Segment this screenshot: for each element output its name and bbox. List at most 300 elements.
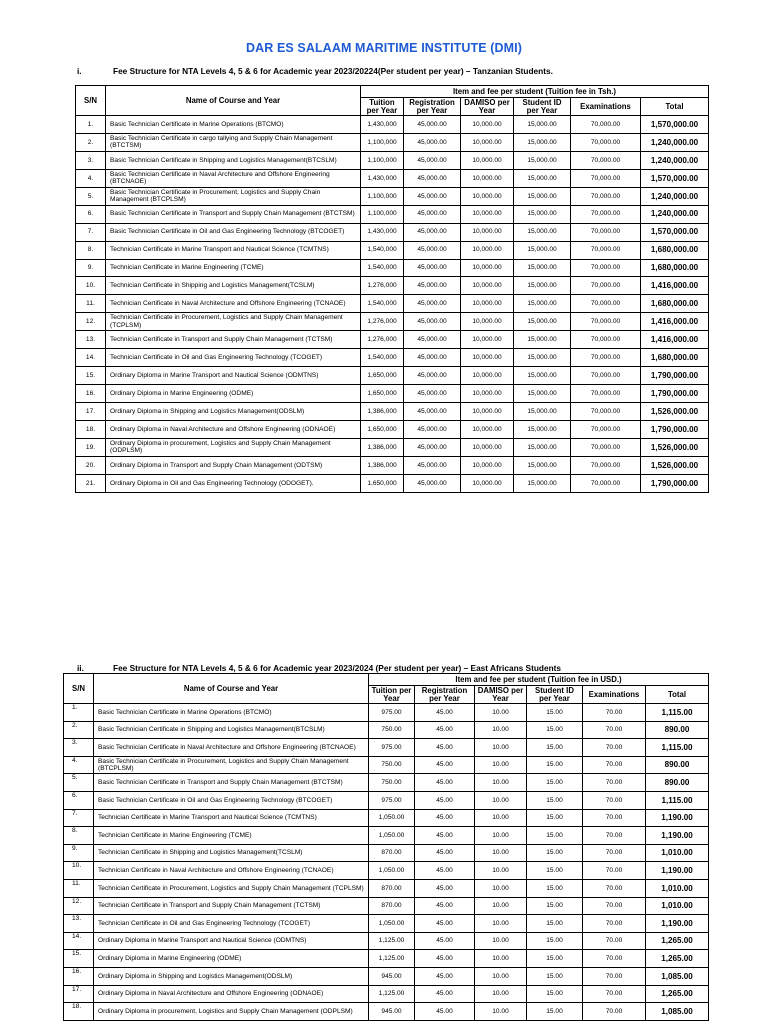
row-sn: 4.	[64, 756, 94, 774]
course-name: Ordinary Diploma in Naval Architecture and Offshore Engineering (ODNAOE)	[106, 420, 361, 438]
registration-fee: 45.00	[415, 879, 475, 897]
damiso-fee: 10,000.00	[461, 205, 514, 223]
table-row	[64, 862, 709, 880]
damiso-fee: 10.00	[475, 721, 527, 739]
total-fee: 1,190.00	[646, 862, 709, 880]
tuition-fee: 975.00	[369, 791, 415, 809]
col-name-header: Name of Course and Year	[106, 86, 361, 116]
total-fee: 1,790,000.00	[641, 385, 709, 403]
examinations-fee: 70.00	[583, 721, 646, 739]
total-fee: 1,680,000.00	[641, 349, 709, 367]
total-fee: 1,680,000.00	[641, 295, 709, 313]
total-fee: 1,085.00	[646, 1003, 709, 1021]
examinations-fee: 70,000.00	[571, 277, 641, 295]
examinations-fee: 70,000.00	[571, 331, 641, 349]
tuition-fee: 1,276,000	[361, 277, 404, 295]
course-name: Basic Technician Certificate in Transport and Supply Chain Management (BTCTSM)	[106, 205, 361, 223]
table-row	[64, 791, 709, 809]
course-name: Ordinary Diploma in Marine Engineering (ODME)	[94, 950, 369, 968]
registration-fee: 45.00	[415, 774, 475, 792]
course-name: Ordinary Diploma in Marine Transport and Nautical Science (ODMTNS)	[106, 367, 361, 385]
student-id-fee: 15,000.00	[514, 187, 571, 205]
registration-fee: 45,000.00	[404, 420, 461, 438]
row-sn: 11.	[64, 879, 94, 897]
student-id-fee: 15,000.00	[514, 403, 571, 421]
registration-fee: 45.00	[415, 791, 475, 809]
row-sn: 12.	[76, 313, 106, 331]
total-fee: 1,526,000.00	[641, 403, 709, 421]
student-id-fee: 15,000.00	[514, 385, 571, 403]
student-id-fee: 15,000.00	[514, 133, 571, 151]
student-id-fee: 15,000.00	[514, 205, 571, 223]
row-sn: 6.	[64, 791, 94, 809]
tuition-fee: 945.00	[369, 967, 415, 985]
course-name: Ordinary Diploma in Transport and Supply Chain Management (ODTSM)	[106, 456, 361, 474]
course-name: Technician Certificate in Marine Engineering (TCME)	[94, 827, 369, 845]
total-fee: 1,416,000.00	[641, 313, 709, 331]
table-row	[64, 897, 709, 915]
total-fee: 1,416,000.00	[641, 277, 709, 295]
row-sn: 13.	[64, 915, 94, 933]
examinations-fee: 70,000.00	[571, 169, 641, 187]
course-name: Basic Technician Certificate in Procurement, Logistics and Supply Chain Management (BTCPLSM)	[94, 756, 369, 774]
damiso-fee: 10,000.00	[461, 313, 514, 331]
student-id-fee: 15.00	[527, 932, 583, 950]
course-name: Technician Certificate in Transport and Supply Chain Management (TCTSM)	[106, 331, 361, 349]
registration-fee: 45.00	[415, 950, 475, 968]
course-name: Technician Certificate in Oil and Gas Engineering Technology (TCOGET)	[106, 349, 361, 367]
student-id-fee: 15,000.00	[514, 349, 571, 367]
col-damiso-header: DAMISO per Year	[461, 98, 514, 116]
fee-table-tanzanian	[75, 85, 709, 493]
student-id-fee: 15,000.00	[514, 259, 571, 277]
table-row	[76, 187, 709, 205]
tuition-fee: 945.00	[369, 1003, 415, 1021]
registration-fee: 45,000.00	[404, 349, 461, 367]
row-sn: 9.	[76, 259, 106, 277]
damiso-fee: 10,000.00	[461, 403, 514, 421]
damiso-fee: 10,000.00	[461, 223, 514, 241]
row-sn: 1.	[64, 704, 94, 722]
tuition-fee: 1,430,000	[361, 169, 404, 187]
registration-fee: 45.00	[415, 809, 475, 827]
damiso-fee: 10.00	[475, 809, 527, 827]
course-name: Basic Technician Certificate in Procurement, Logistics and Supply Chain Management (BTCPLSM)	[106, 187, 361, 205]
col-damiso-header: DAMISO per Year	[475, 686, 527, 704]
col-tuition-header: Tuition per Year	[369, 686, 415, 704]
total-fee: 1,085.00	[646, 967, 709, 985]
table-row	[64, 915, 709, 933]
tuition-fee: 750.00	[369, 756, 415, 774]
registration-fee: 45.00	[415, 915, 475, 933]
registration-fee: 45.00	[415, 862, 475, 880]
table-row	[76, 385, 709, 403]
registration-fee: 45,000.00	[404, 223, 461, 241]
damiso-fee: 10.00	[475, 827, 527, 845]
registration-fee: 45.00	[415, 844, 475, 862]
student-id-fee: 15,000.00	[514, 420, 571, 438]
student-id-fee: 15,000.00	[514, 277, 571, 295]
course-name: Technician Certificate in Procurement, Logistics and Supply Chain Management (TCPLSM)	[94, 879, 369, 897]
table-row	[76, 367, 709, 385]
table-row	[64, 985, 709, 1003]
examinations-fee: 70.00	[583, 791, 646, 809]
course-name: Technician Certificate in Oil and Gas Engineering Technology (TCOGET)	[94, 915, 369, 933]
registration-fee: 45.00	[415, 1003, 475, 1021]
damiso-fee: 10,000.00	[461, 420, 514, 438]
examinations-fee: 70,000.00	[571, 438, 641, 456]
course-name: Basic Technician Certificate in Oil and Gas Engineering Technology (BTCOGET)	[106, 223, 361, 241]
table-row	[76, 277, 709, 295]
row-sn: 14.	[64, 932, 94, 950]
examinations-fee: 70.00	[583, 967, 646, 985]
student-id-fee: 15.00	[527, 827, 583, 845]
tuition-fee: 1,430,000	[361, 223, 404, 241]
damiso-fee: 10.00	[475, 967, 527, 985]
total-fee: 1,790,000.00	[641, 367, 709, 385]
examinations-fee: 70,000.00	[571, 151, 641, 169]
examinations-fee: 70,000.00	[571, 403, 641, 421]
course-name: Basic Technician Certificate in Transport and Supply Chain Management (BTCTSM)	[94, 774, 369, 792]
tuition-fee: 1,125.00	[369, 932, 415, 950]
damiso-fee: 10,000.00	[461, 187, 514, 205]
tuition-fee: 975.00	[369, 739, 415, 757]
registration-fee: 45.00	[415, 739, 475, 757]
examinations-fee: 70,000.00	[571, 241, 641, 259]
tuition-fee: 1,540,000	[361, 241, 404, 259]
registration-fee: 45.00	[415, 967, 475, 985]
table-row	[64, 932, 709, 950]
damiso-fee: 10.00	[475, 897, 527, 915]
examinations-fee: 70,000.00	[571, 349, 641, 367]
row-sn: 18.	[64, 1003, 94, 1021]
registration-fee: 45,000.00	[404, 259, 461, 277]
row-sn: 7.	[76, 223, 106, 241]
examinations-fee: 70.00	[583, 915, 646, 933]
table-row	[76, 403, 709, 421]
registration-fee: 45,000.00	[404, 331, 461, 349]
section1-heading-text: Fee Structure for NTA Levels 4, 5 & 6 for Academic year 2023/20224(Per student per year) – Tanzanian Students.	[113, 66, 553, 76]
examinations-fee: 70.00	[583, 897, 646, 915]
registration-fee: 45,000.00	[404, 169, 461, 187]
row-sn: 21.	[76, 474, 106, 492]
total-fee: 1,570,000.00	[641, 169, 709, 187]
col-registration-header: Registration per Year	[404, 98, 461, 116]
row-sn: 20.	[76, 456, 106, 474]
student-id-fee: 15,000.00	[514, 474, 571, 492]
table-row	[64, 879, 709, 897]
student-id-fee: 15.00	[527, 739, 583, 757]
col-total-header: Total	[646, 686, 709, 704]
course-name: Technician Certificate in Transport and Supply Chain Management (TCTSM)	[94, 897, 369, 915]
registration-fee: 45.00	[415, 756, 475, 774]
registration-fee: 45.00	[415, 985, 475, 1003]
course-name: Ordinary Diploma in Naval Architecture and Offshore Engineering (ODNAOE)	[94, 985, 369, 1003]
tuition-fee: 1,386,000	[361, 438, 404, 456]
examinations-fee: 70.00	[583, 844, 646, 862]
course-name: Ordinary Diploma in Oil and Gas Engineering Technology (ODOGET).	[106, 474, 361, 492]
row-sn: 15.	[76, 367, 106, 385]
tuition-fee: 1,430,000	[361, 116, 404, 134]
tuition-fee: 750.00	[369, 774, 415, 792]
fee-table-east-african	[63, 673, 709, 1021]
course-name: Technician Certificate in Naval Architecture and Offshore Engineering (TCNAOE)	[94, 862, 369, 880]
col-total-header: Total	[641, 98, 709, 116]
table-row	[64, 774, 709, 792]
examinations-fee: 70,000.00	[571, 456, 641, 474]
course-name: Technician Certificate in Marine Transport and Nautical Science (TCMTNS)	[94, 809, 369, 827]
examinations-fee: 70,000.00	[571, 474, 641, 492]
table-row	[76, 349, 709, 367]
examinations-fee: 70,000.00	[571, 133, 641, 151]
row-sn: 14.	[76, 349, 106, 367]
col-student-id-header: Student ID per Year	[514, 98, 571, 116]
total-fee: 1,790,000.00	[641, 420, 709, 438]
row-sn: 8.	[64, 827, 94, 845]
damiso-fee: 10.00	[475, 774, 527, 792]
total-fee: 1,010.00	[646, 897, 709, 915]
tuition-fee: 1,050.00	[369, 827, 415, 845]
row-sn: 13.	[76, 331, 106, 349]
table-row	[76, 169, 709, 187]
table-row	[76, 241, 709, 259]
item-fee-header: Item and fee per student (Tuition fee in USD.)	[369, 674, 709, 686]
course-name: Ordinary Diploma in procurement, Logistics and Supply Chain Management (ODPLSM)	[106, 438, 361, 456]
damiso-fee: 10.00	[475, 1003, 527, 1021]
table-row	[64, 756, 709, 774]
table-row	[64, 827, 709, 845]
examinations-fee: 70.00	[583, 932, 646, 950]
student-id-fee: 15,000.00	[514, 367, 571, 385]
course-name: Basic Technician Certificate in cargo tallying and Supply Chain Management (BTCTSM)	[106, 133, 361, 151]
table-row	[76, 313, 709, 331]
registration-fee: 45,000.00	[404, 295, 461, 313]
row-sn: 3.	[64, 739, 94, 757]
row-sn: 10.	[76, 277, 106, 295]
tuition-fee: 1,050.00	[369, 862, 415, 880]
row-sn: 12.	[64, 897, 94, 915]
total-fee: 1,240,000.00	[641, 187, 709, 205]
tuition-fee: 1,540,000	[361, 349, 404, 367]
damiso-fee: 10,000.00	[461, 474, 514, 492]
student-id-fee: 15.00	[527, 844, 583, 862]
examinations-fee: 70.00	[583, 862, 646, 880]
col-registration-header: Registration per Year	[415, 686, 475, 704]
damiso-fee: 10,000.00	[461, 133, 514, 151]
table-row	[64, 1003, 709, 1021]
row-sn: 17.	[64, 985, 94, 1003]
course-name: Basic Technician Certificate in Shipping and Logistics Management(BTCSLM)	[106, 151, 361, 169]
student-id-fee: 15.00	[527, 704, 583, 722]
course-name: Technician Certificate in Marine Transport and Nautical Science (TCMTNS)	[106, 241, 361, 259]
examinations-fee: 70,000.00	[571, 313, 641, 331]
registration-fee: 45,000.00	[404, 367, 461, 385]
row-sn: 18.	[76, 420, 106, 438]
row-sn: 3.	[76, 151, 106, 169]
row-sn: 10.	[64, 862, 94, 880]
row-sn: 19.	[76, 438, 106, 456]
total-fee: 1,570,000.00	[641, 116, 709, 134]
damiso-fee: 10,000.00	[461, 241, 514, 259]
course-name: Basic Technician Certificate in Marine Operations (BTCMO)	[106, 116, 361, 134]
registration-fee: 45,000.00	[404, 187, 461, 205]
examinations-fee: 70,000.00	[571, 116, 641, 134]
col-sn-header: S/N	[64, 674, 94, 704]
student-id-fee: 15.00	[527, 967, 583, 985]
tuition-fee: 1,125.00	[369, 985, 415, 1003]
examinations-fee: 70.00	[583, 879, 646, 897]
table-row	[64, 844, 709, 862]
col-name-header: Name of Course and Year	[94, 674, 369, 704]
course-name: Basic Technician Certificate in Naval Architecture and Offshore Engineering (BTCNAOE)	[94, 739, 369, 757]
examinations-fee: 70,000.00	[571, 187, 641, 205]
table-row	[76, 205, 709, 223]
total-fee: 1,265.00	[646, 985, 709, 1003]
total-fee: 1,570,000.00	[641, 223, 709, 241]
row-sn: 15.	[64, 950, 94, 968]
course-name: Basic Technician Certificate in Naval Architecture and Offshore Engineering (BTCNAOE)	[106, 169, 361, 187]
course-name: Technician Certificate in Shipping and Logistics Management(TCSLM)	[106, 277, 361, 295]
damiso-fee: 10,000.00	[461, 349, 514, 367]
tuition-fee: 870.00	[369, 879, 415, 897]
section1-heading	[77, 66, 553, 76]
table-row	[76, 438, 709, 456]
total-fee: 1,190.00	[646, 809, 709, 827]
table-row	[64, 967, 709, 985]
tuition-fee: 1,100,000	[361, 151, 404, 169]
tuition-fee: 1,100,000	[361, 205, 404, 223]
examinations-fee: 70,000.00	[571, 259, 641, 277]
student-id-fee: 15.00	[527, 774, 583, 792]
student-id-fee: 15,000.00	[514, 241, 571, 259]
registration-fee: 45,000.00	[404, 277, 461, 295]
course-name: Technician Certificate in Procurement, Logistics and Supply Chain Management (TCPLSM)	[106, 313, 361, 331]
registration-fee: 45,000.00	[404, 313, 461, 331]
total-fee: 1,680,000.00	[641, 241, 709, 259]
registration-fee: 45.00	[415, 897, 475, 915]
student-id-fee: 15.00	[527, 915, 583, 933]
student-id-fee: 15.00	[527, 985, 583, 1003]
examinations-fee: 70,000.00	[571, 385, 641, 403]
damiso-fee: 10,000.00	[461, 456, 514, 474]
examinations-fee: 70.00	[583, 756, 646, 774]
col-tuition-header: Tuition per Year	[361, 98, 404, 116]
course-name: Basic Technician Certificate in Oil and Gas Engineering Technology (BTCOGET)	[94, 791, 369, 809]
damiso-fee: 10.00	[475, 985, 527, 1003]
damiso-fee: 10.00	[475, 950, 527, 968]
tuition-fee: 870.00	[369, 897, 415, 915]
tuition-fee: 1,540,000	[361, 259, 404, 277]
student-id-fee: 15.00	[527, 862, 583, 880]
tuition-fee: 1,276,000	[361, 313, 404, 331]
tuition-fee: 1,650,000	[361, 367, 404, 385]
total-fee: 1,115.00	[646, 704, 709, 722]
registration-fee: 45,000.00	[404, 133, 461, 151]
total-fee: 1,680,000.00	[641, 259, 709, 277]
total-fee: 1,010.00	[646, 844, 709, 862]
damiso-fee: 10,000.00	[461, 295, 514, 313]
registration-fee: 45,000.00	[404, 474, 461, 492]
damiso-fee: 10.00	[475, 791, 527, 809]
row-sn: 16.	[64, 967, 94, 985]
tuition-fee: 1,386,000	[361, 403, 404, 421]
total-fee: 1,240,000.00	[641, 205, 709, 223]
table-row	[64, 809, 709, 827]
registration-fee: 45.00	[415, 721, 475, 739]
tuition-fee: 1,540,000	[361, 295, 404, 313]
student-id-fee: 15,000.00	[514, 116, 571, 134]
table-row	[76, 331, 709, 349]
total-fee: 1,526,000.00	[641, 456, 709, 474]
tuition-fee: 1,386,000	[361, 456, 404, 474]
tuition-fee: 1,050.00	[369, 809, 415, 827]
registration-fee: 45,000.00	[404, 438, 461, 456]
damiso-fee: 10.00	[475, 879, 527, 897]
examinations-fee: 70,000.00	[571, 223, 641, 241]
table-row	[76, 223, 709, 241]
damiso-fee: 10.00	[475, 862, 527, 880]
tuition-fee: 870.00	[369, 844, 415, 862]
table-row	[76, 474, 709, 492]
total-fee: 1,190.00	[646, 827, 709, 845]
col-student-id-header: Student ID per Year	[527, 686, 583, 704]
col-examinations-header: Examinations	[583, 686, 646, 704]
total-fee: 1,790,000.00	[641, 474, 709, 492]
row-sn: 6.	[76, 205, 106, 223]
damiso-fee: 10.00	[475, 756, 527, 774]
total-fee: 1,265.00	[646, 950, 709, 968]
registration-fee: 45.00	[415, 704, 475, 722]
total-fee: 1,526,000.00	[641, 438, 709, 456]
table-row	[64, 721, 709, 739]
examinations-fee: 70.00	[583, 739, 646, 757]
student-id-fee: 15,000.00	[514, 295, 571, 313]
table-row	[64, 950, 709, 968]
damiso-fee: 10.00	[475, 844, 527, 862]
col-examinations-header: Examinations	[571, 98, 641, 116]
damiso-fee: 10,000.00	[461, 116, 514, 134]
registration-fee: 45,000.00	[404, 403, 461, 421]
student-id-fee: 15.00	[527, 756, 583, 774]
student-id-fee: 15,000.00	[514, 313, 571, 331]
damiso-fee: 10.00	[475, 915, 527, 933]
registration-fee: 45,000.00	[404, 456, 461, 474]
table-row	[76, 133, 709, 151]
total-fee: 1,240,000.00	[641, 151, 709, 169]
row-sn: 4.	[76, 169, 106, 187]
item-fee-header: Item and fee per student (Tuition fee in Tsh.)	[361, 86, 709, 98]
total-fee: 1,115.00	[646, 739, 709, 757]
row-sn: 2.	[64, 721, 94, 739]
table-row	[64, 704, 709, 722]
registration-fee: 45,000.00	[404, 385, 461, 403]
row-sn: 17.	[76, 403, 106, 421]
tuition-fee: 1,125.00	[369, 950, 415, 968]
row-sn: 5.	[64, 774, 94, 792]
course-name: Basic Technician Certificate in Marine Operations (BTCMO)	[94, 704, 369, 722]
course-name: Basic Technician Certificate in Shipping and Logistics Management(BTCSLM)	[94, 721, 369, 739]
student-id-fee: 15,000.00	[514, 456, 571, 474]
examinations-fee: 70.00	[583, 809, 646, 827]
student-id-fee: 15.00	[527, 809, 583, 827]
row-sn: 1.	[76, 116, 106, 134]
table-row	[76, 259, 709, 277]
row-sn: 16.	[76, 385, 106, 403]
course-name: Ordinary Diploma in Marine Engineering (ODME)	[106, 385, 361, 403]
damiso-fee: 10,000.00	[461, 385, 514, 403]
student-id-fee: 15,000.00	[514, 331, 571, 349]
tuition-fee: 975.00	[369, 704, 415, 722]
